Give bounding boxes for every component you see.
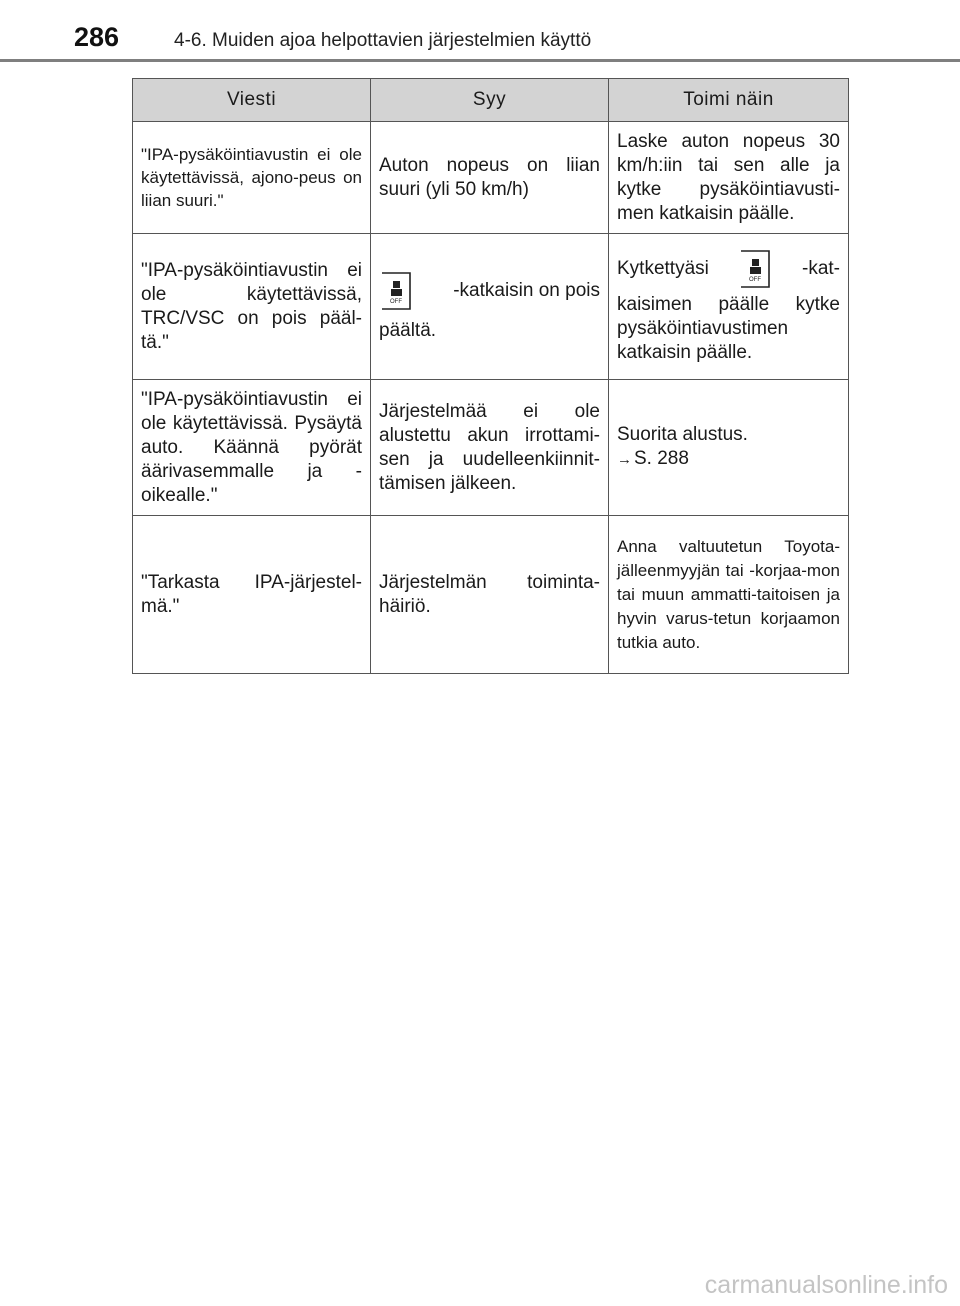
cell-viesti	[133, 122, 371, 234]
cell-syy	[371, 234, 609, 380]
message-table	[132, 78, 849, 674]
action-text-part3: kaisimen päälle kytke pysäköintiavustimen katkaisin päälle.	[617, 293, 840, 363]
action-line	[617, 249, 840, 289]
cause-line	[379, 271, 600, 311]
cell-toimi	[609, 122, 849, 234]
table-header-row	[133, 79, 849, 122]
cell-toimi	[609, 234, 849, 380]
message-text: "IPA-pysäköintiavustin ei ole käytettävissä. Pysäytä auto. Käännä pyörät äärivasemmalle ja -oikealle."	[141, 388, 362, 506]
cell-viesti	[133, 516, 371, 674]
cell-syy	[371, 122, 609, 234]
cause-text: Järjestelmän toiminta-häiriö.	[379, 571, 600, 617]
arrow-right-icon: →	[617, 451, 632, 468]
table-row	[133, 122, 849, 234]
page-reference-text: S. 288	[634, 448, 689, 469]
cause-text: Auton nopeus on liian suuri (yli 50 km/h)	[379, 154, 600, 200]
watermark: carmanualsonline.info	[704, 1271, 948, 1299]
table-row	[133, 234, 849, 380]
section-title: 4-6. Muiden ajoa helpottavien järjestelmien käyttö	[174, 30, 592, 51]
svg-text:OFF: OFF	[749, 276, 762, 283]
page-number: 286	[74, 22, 120, 52]
message-text: "Tarkasta IPA-järjestel-mä."	[141, 571, 362, 617]
table-row	[133, 380, 849, 516]
action-text-part2: -kat-	[802, 257, 840, 279]
cause-text-part1: -katkaisin on pois	[453, 279, 600, 301]
ipa-off-switch-icon	[738, 249, 772, 289]
column-header-syy: Syy	[371, 79, 609, 122]
svg-text:OFF: OFF	[390, 298, 402, 305]
cause-text-part2: päältä.	[379, 319, 437, 341]
ipa-off-switch-icon	[379, 271, 413, 311]
action-text: Laske auton nopeus 30 km/h:iin tai sen alle ja kytke pysäköintiavusti-men katkaisin päälle.	[617, 130, 840, 224]
column-header-toimi: Toimi näin	[609, 79, 849, 122]
cell-syy	[371, 380, 609, 516]
page-header	[0, 0, 960, 64]
message-text: "IPA-pysäköintiavustin ei ole käytettävissä, TRC/VSC on pois pääl-tä."	[141, 259, 362, 353]
cause-text: Järjestelmää ei ole alustettu akun irrottami-sen ja uudelleenkiinnit-tämisen jälkeen.	[379, 400, 600, 494]
column-header-viesti: Viesti	[133, 79, 371, 122]
cell-toimi	[609, 516, 849, 674]
table-row	[133, 516, 849, 674]
message-text: "IPA-pysäköintiavustin ei ole käytettävissä, ajono-peus on liian suuri."	[141, 145, 362, 210]
action-text-part1: Kytkettyäsi	[617, 257, 709, 279]
cell-syy	[371, 516, 609, 674]
action-text: Suorita alustus.	[617, 424, 748, 445]
cell-viesti	[133, 380, 371, 516]
cell-viesti	[133, 234, 371, 380]
header-divider	[0, 59, 960, 62]
action-text: Anna valtuutetun Toyota-jälleenmyyjän tai -korjaa-mon tai muun ammatti-taitoisen ja hyvin varus-tetun korjaamon tutkia auto.	[617, 536, 840, 652]
page-reference	[617, 447, 840, 472]
cell-toimi	[609, 380, 849, 516]
